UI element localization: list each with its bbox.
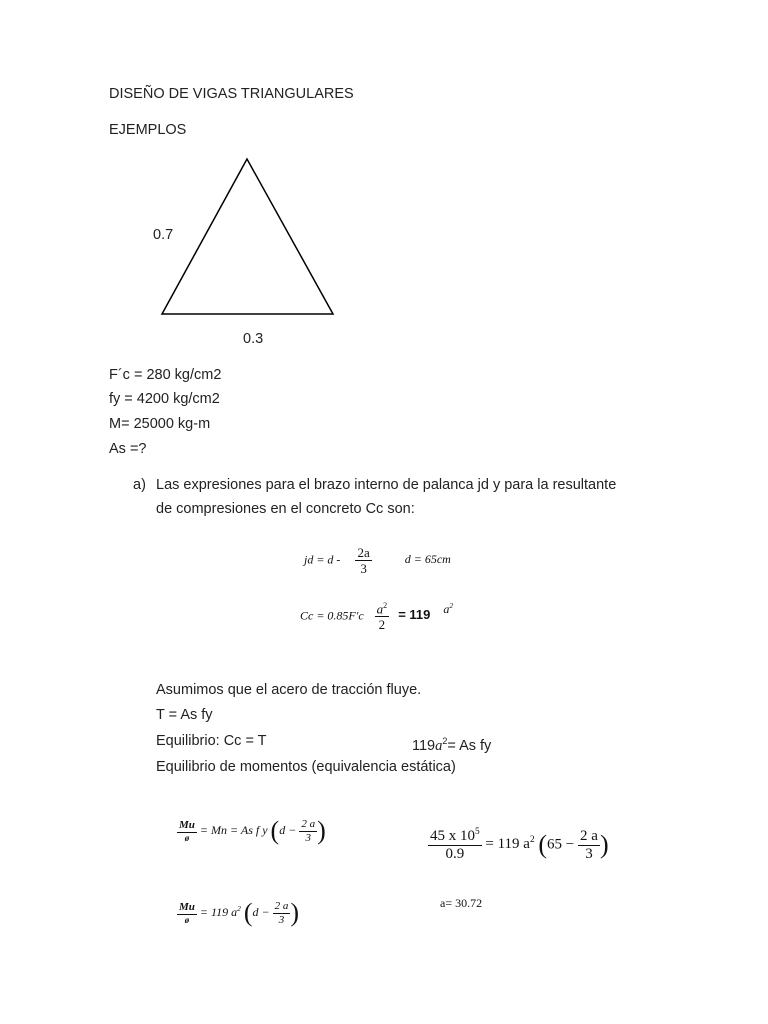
eq-mu1-fraction: $\frac{Mu}{ø}$ — [179, 818, 195, 843]
eq-jd-den: 3 — [360, 561, 367, 576]
triangle-figure — [0, 0, 768, 360]
eq-cc-fraction — [375, 602, 390, 631]
eq-cc-mid: = 119 — [398, 607, 431, 623]
eq-jd-d: d = 65cm — [404, 552, 451, 567]
equation-cc — [300, 602, 453, 631]
eq-mu1-inner-fraction: $\frac{2 a}{3}$ — [301, 817, 316, 844]
equation-jd — [304, 546, 451, 575]
moments-line: Equilibrio de momentos (equivalencia estática) — [156, 759, 456, 775]
tension-line: T = As fy — [156, 707, 213, 723]
equation-numeric: $\frac{45 x 10^5}{0.9}$ = 119 $a^2$ (65 − $\frac{2 a}{3}$ ) — [430, 827, 609, 862]
equation-mu-mn: $\frac{Mu}{ø}$ = Mn = As f y (d − $\frac{2 a}{3}$ ) — [179, 816, 326, 845]
eq-mu1-mid: = Mn = As f y — [199, 822, 268, 837]
eq-cc-num-exp: 2 — [383, 601, 388, 610]
page-title: DISEÑO DE VIGAS TRIANGULARES — [109, 86, 354, 102]
eq-num-inner-fraction: $\frac{2 a}{3}$ — [580, 827, 598, 862]
eq-mu2-mid: = 119 $a^2$ — [199, 903, 241, 919]
equilibrium-right: $119a^2= As$ fy — [412, 736, 492, 754]
triangle-base-label: 0.3 — [243, 331, 264, 347]
given-moment: M= 25000 kg-m — [109, 416, 211, 432]
section-subtitle: EJEMPLOS — [109, 122, 187, 138]
eq-cc-lhs: Cc = 0.85F'c — [300, 608, 364, 623]
eq-num-mid: = 119 $a^2$ — [485, 835, 535, 853]
equilibrium-line: Equilibrio: Cc = T — [156, 733, 267, 749]
eq-cc-tail: $a^2$ — [443, 601, 454, 617]
equation-mu-119: $\frac{Mu}{ø}$ = 119 $a^2$ (d − $\frac{2 a}{3}$ ) — [179, 898, 300, 927]
triangle-side-label: 0.7 — [153, 227, 174, 243]
given-fc: F´c = 280 kg/cm2 — [109, 367, 222, 383]
given-as: As =? — [109, 441, 147, 457]
eq-cc-num: a — [376, 601, 384, 617]
result-a: a= 30.72 — [440, 896, 483, 910]
eq-jd-num: 2a — [357, 545, 370, 560]
eq-cc-den: 2 — [378, 617, 386, 633]
item-a-line1: Las expresiones para el brazo interno de palanca jd y para la resultante — [156, 477, 617, 493]
eq-num-fraction: $\frac{45 x 10^5}{0.9}$ — [430, 827, 480, 862]
eq-jd-fraction — [355, 546, 371, 575]
eq-mu2-fraction: $\frac{Mu}{ø}$ — [179, 900, 195, 925]
triangle-shape — [162, 159, 333, 314]
eq-mu2-inner-fraction: $\frac{2 a}{3}$ — [274, 899, 289, 926]
given-fy: fy = 4200 kg/cm2 — [109, 391, 220, 407]
eq-jd-lhs: jd = d - — [304, 552, 341, 567]
assume-line: Asumimos que el acero de tracción fluye. — [156, 682, 422, 698]
item-a-marker: a) — [133, 477, 146, 493]
item-a-line2: de compresiones en el concreto Cc son: — [156, 501, 415, 517]
